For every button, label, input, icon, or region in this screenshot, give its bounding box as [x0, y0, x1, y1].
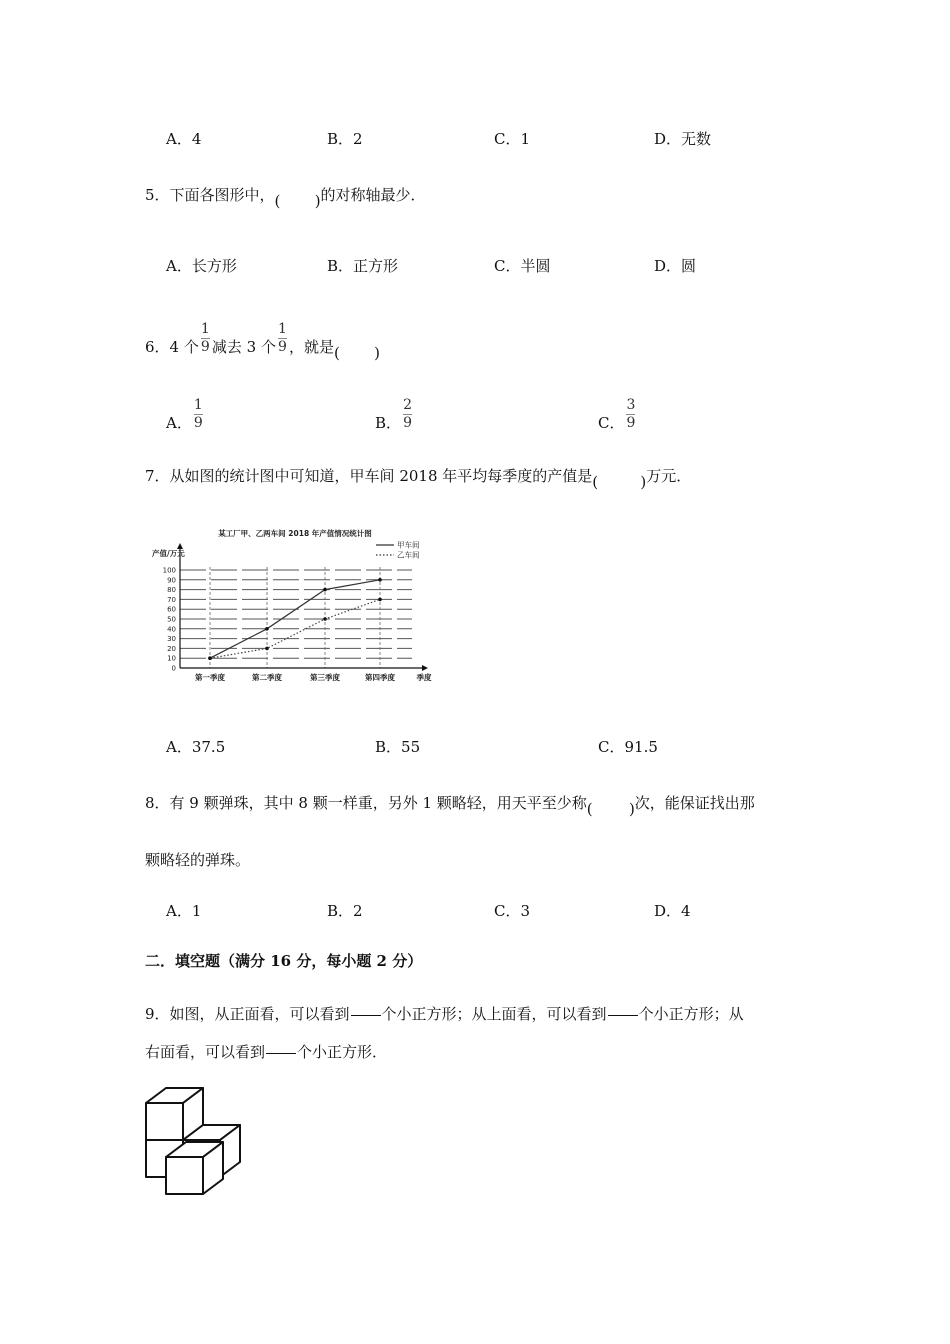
q7-option-c: C．91.5 — [598, 738, 658, 756]
x-axis-arrow — [422, 665, 428, 671]
answer-blank — [266, 1053, 296, 1054]
y-tick-label: 70 — [167, 595, 176, 604]
q9-stem-line2: 右面看，可以看到 个小正方形． — [145, 1043, 388, 1061]
chart-xlabel: 季度 — [416, 673, 432, 682]
data-point — [378, 578, 382, 582]
q8-stem-line1: 8．有 9 颗弹珠，其中 8 颗一样重，另外 1 颗略轻，用天平至少称 ( ) 次，能保证找出那 — [145, 794, 755, 818]
q7-stem: 7．从如图的统计图中可知道，甲车间 2018 年平均每季度的产值是 ( ) 万元． — [145, 467, 692, 491]
x-tick-label: 第二季度 — [252, 673, 282, 682]
cube-front-face — [146, 1103, 183, 1140]
data-point — [208, 656, 212, 660]
q7-option-a: A．37.5 — [166, 738, 226, 756]
q8-option-d: D．4 — [654, 902, 691, 920]
x-tick-label: 第三季度 — [310, 673, 340, 682]
q6-option-b: B． $\frac{2}{9}$ — [375, 397, 412, 433]
data-point — [378, 598, 382, 602]
fraction: $\frac{1}{9}$ — [277, 321, 287, 355]
cube-stack-figure — [143, 1085, 243, 1200]
q9-stem-line1: 9．如图，从正面看，可以看到 个小正方形；从上面看，可以看到 个小正方形；从 — [145, 1005, 744, 1023]
q5-option-b: B．正方形 — [327, 257, 399, 275]
data-point — [265, 647, 269, 651]
chart-ylabel: 产值/万元 — [152, 549, 185, 558]
q8-option-b: B．2 — [327, 902, 363, 920]
data-point — [323, 617, 327, 621]
answer-blank — [351, 1015, 381, 1016]
q5-option-a: A．长方形 — [166, 257, 237, 275]
q5-option-d: D．圆 — [654, 257, 697, 275]
answer-blank — [608, 1015, 638, 1016]
q4-option-c: C．1 — [494, 130, 531, 148]
q4-option-a: A．4 — [166, 130, 202, 148]
data-point — [323, 588, 327, 592]
y-tick-label: 90 — [167, 576, 176, 585]
cube-front-face — [166, 1157, 203, 1194]
y-tick-label: 50 — [167, 615, 176, 624]
y-tick-label: 20 — [167, 644, 176, 653]
legend-label: 甲车间 — [397, 540, 420, 550]
y-tick-label: 40 — [167, 625, 176, 634]
y-tick-label: 0 — [171, 664, 176, 673]
line-chart — [150, 525, 440, 690]
q4-option-d: D．无数 — [654, 130, 712, 148]
q5-option-c: C．半圆 — [494, 257, 551, 275]
y-tick-label: 80 — [167, 586, 176, 595]
y-tick-label: 60 — [167, 605, 176, 614]
x-tick-label: 第一季度 — [195, 673, 225, 682]
chart-title: 某工厂甲、乙两车间 2018 年产值情况统计图 — [218, 529, 372, 538]
y-tick-label: 100 — [162, 566, 176, 575]
section-heading: 二．填空题（满分 16 分，每小题 2 分） — [145, 952, 423, 970]
q8-stem-line2: 颗略轻的弹珠。 — [145, 851, 251, 869]
q7-option-b: B．55 — [375, 738, 421, 756]
x-tick-label: 第四季度 — [365, 673, 395, 682]
q5-stem: 5．下面各图形中， ( ) 的对称轴最少． — [145, 186, 426, 210]
q6-option-a: A． $\frac{1}{9}$ — [166, 397, 203, 433]
q8-option-c: C．3 — [494, 902, 531, 920]
y-tick-label: 30 — [167, 635, 176, 644]
data-point — [265, 627, 269, 631]
q4-option-b: B．2 — [327, 130, 363, 148]
fraction: $\frac{1}{9}$ — [200, 321, 210, 355]
y-tick-label: 10 — [167, 654, 176, 663]
q6-option-c: C． $\frac{3}{9}$ — [598, 397, 636, 433]
q6-stem: 6．4 个 $\frac{1}{9}$ 减去 3 个 $\frac{1}{9}$ ，就是 ( ) — [145, 321, 380, 363]
q8-option-a: A．1 — [166, 902, 202, 920]
legend-label: 乙车间 — [397, 550, 420, 560]
